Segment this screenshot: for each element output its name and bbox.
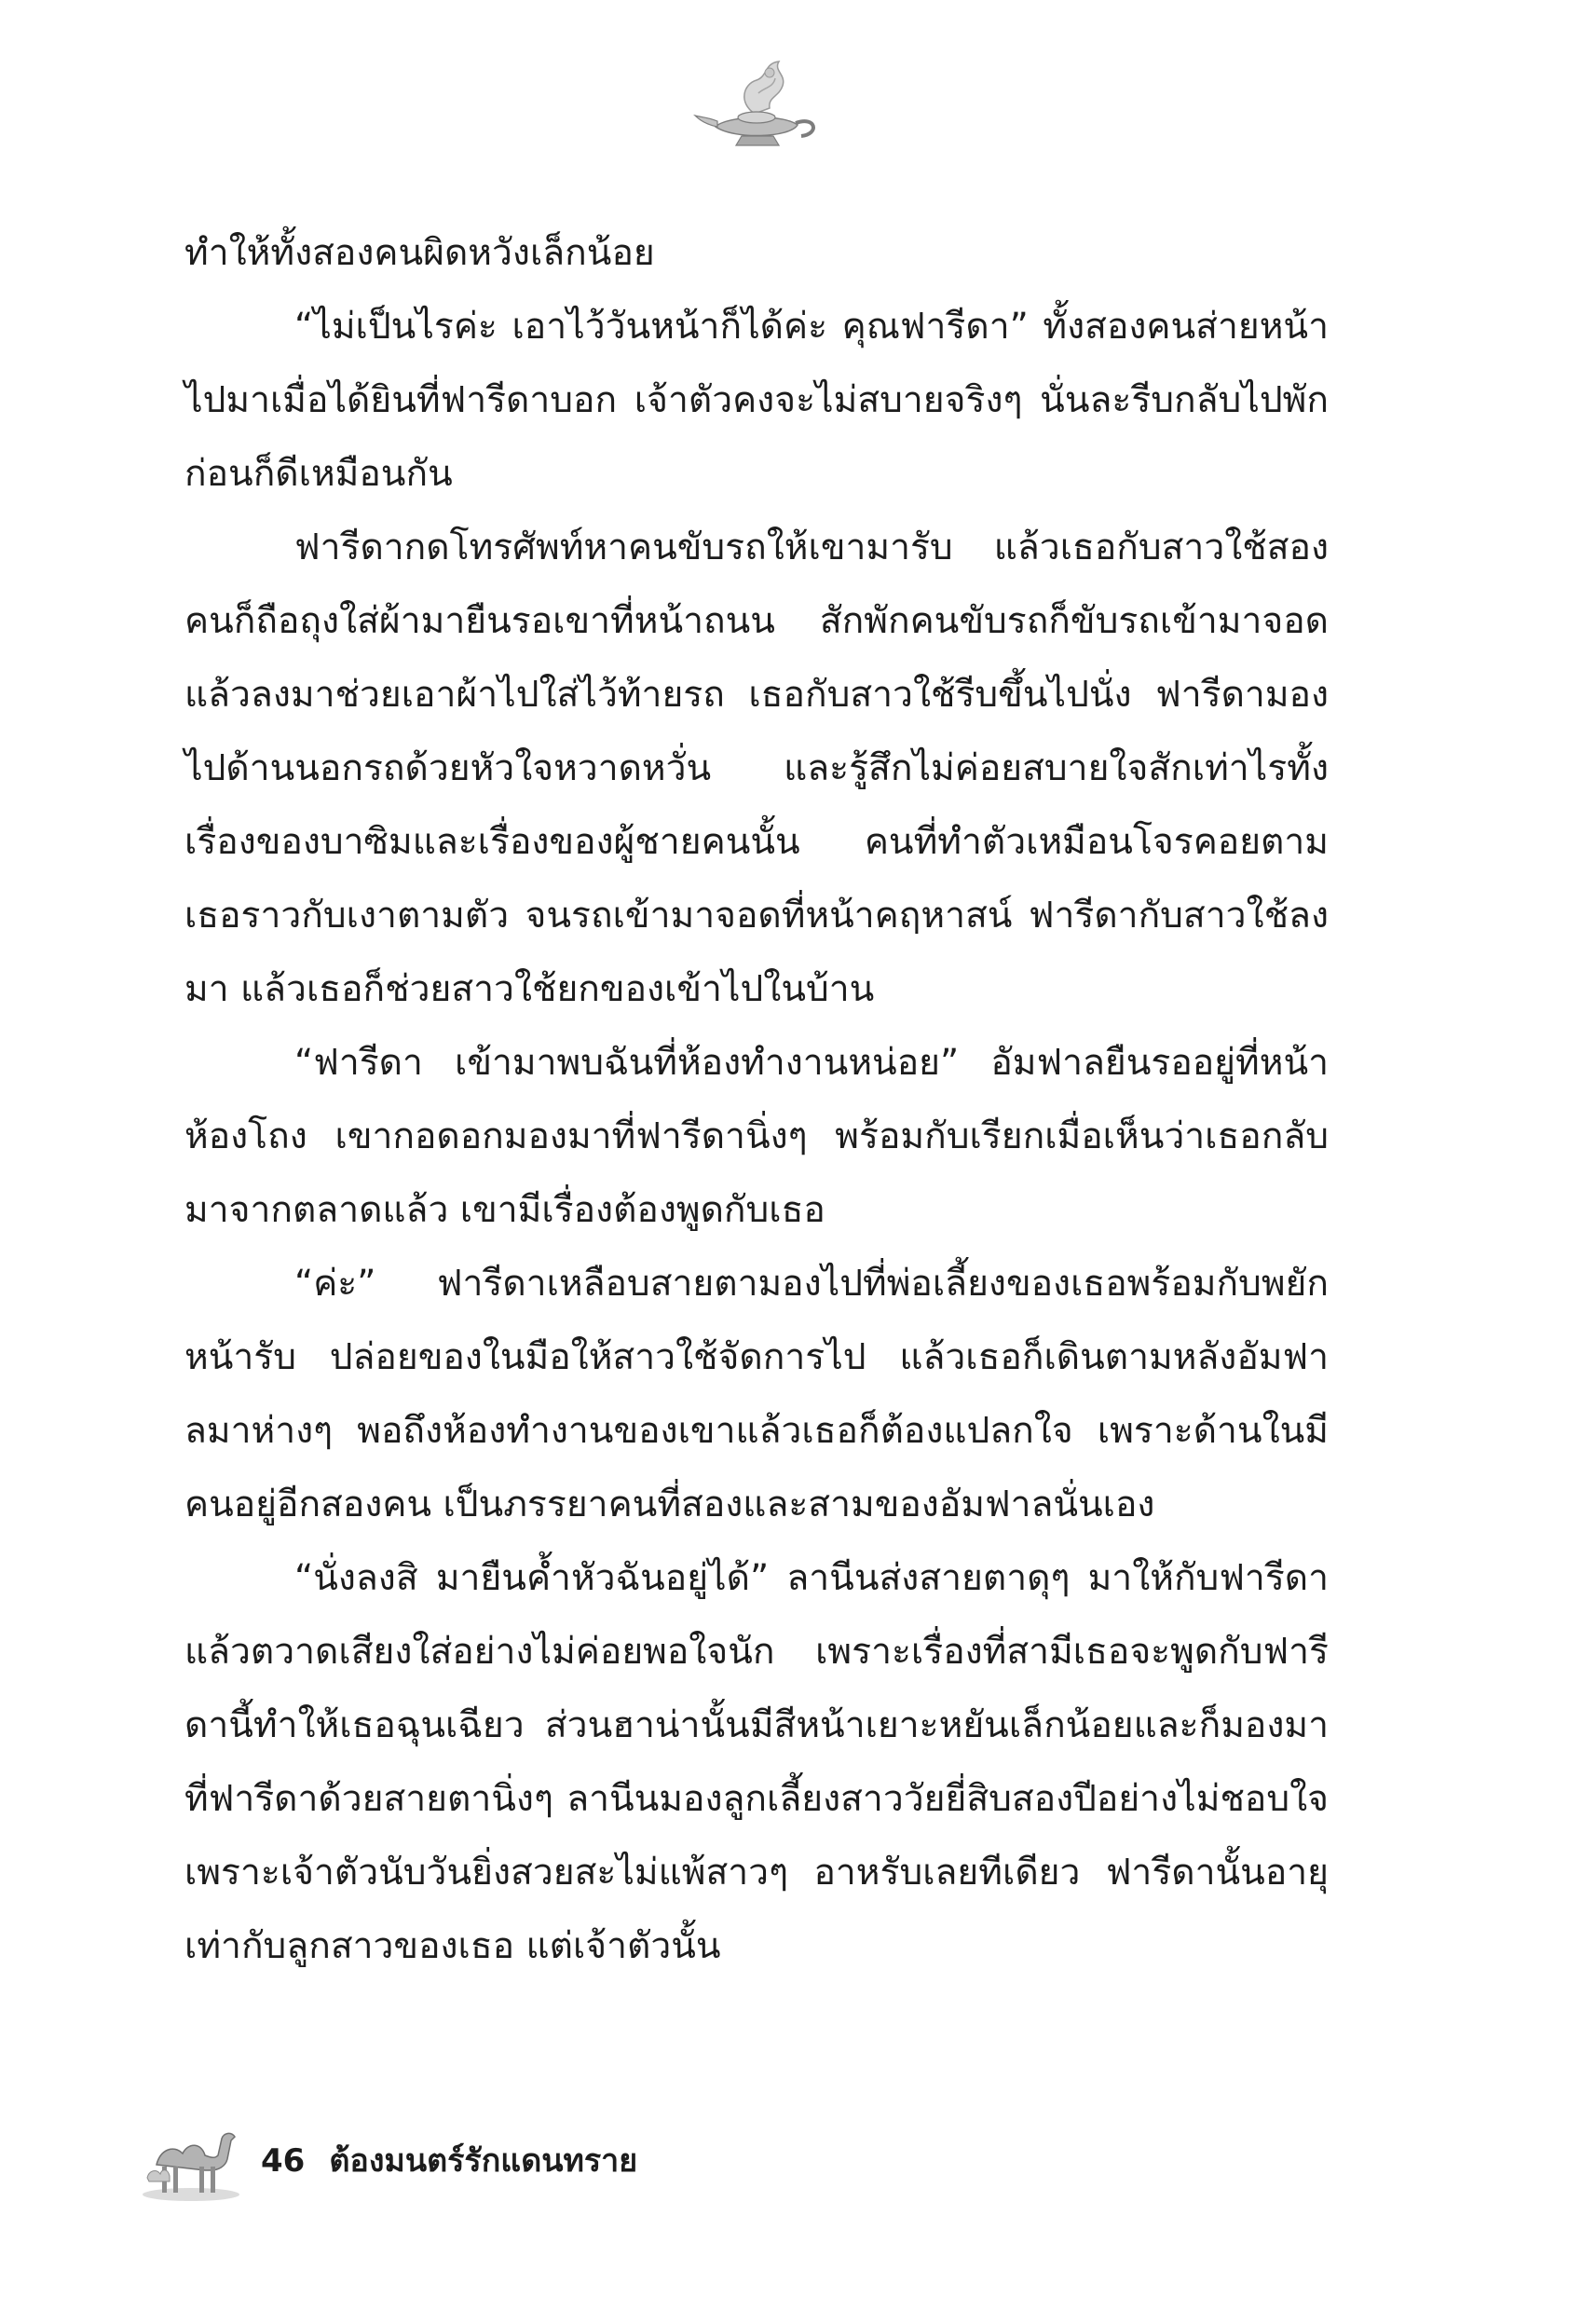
genie-lamp-icon [689,56,829,158]
book-title: ต้องมนตร์รักแดนทราย [329,2142,638,2180]
camel-icon [140,2111,242,2204]
paragraph: ทำให้ทั้งสองคนผิดหวังเล็กน้อย [184,232,655,274]
paragraph: “ไม่เป็นไรค่ะ เอาไว้วันหน้าก็ได้ค่ะ คุณฟารีดา” ทั้งสองคนส่ายหน้าไปมาเมื่อได้ยินที่ฟารีดาบอก เจ้าตัวคงจะไม่สบายจริงๆ นั่นละรีบกลับไปพักก่อนก็ดีเหมือนกัน [184,306,1329,495]
page-footer [140,2111,792,2213]
paragraph: “นั่งลงสิ มายืนค้ำหัวฉันอยู่ได้” ลานีนส่งสายตาดุๆ มาให้กับฟารีดาแล้วตวาดเสียงใส่อย่างไม่ค่อยพอใจนัก เพราะเรื่องที่สามีเธอจะพูดกับฟารีดานี้ทำให้เธอฉุนเฉียว ส่วนฮาน่านั้นมีสีหน้าเยาะหยันเล็กน้อยและก็มองมาที่ฟารีดาด้วยสายตานิ่งๆ ลานีนมองลูกเลี้ยงสาววัยยี่สิบสองปีอย่างไม่ชอบใจ เพราะเจ้าตัวนับวันยิ่งสวยสะไม่แพ้สาวๆ อาหรับเลยทีเดียว ฟารีดานั้นอายุเท่ากับลูกสาวของเธอ แต่เจ้าตัวนั้น [184,1557,1329,1967]
page-number: 46 [261,2142,306,2180]
paragraph: “ค่ะ” ฟารีดาเหลือบสายตามองไปที่พ่อเลี้ยงของเธอพร้อมกับพยักหน้ารับ ปล่อยของในมือให้สาวใช้จัดการไป แล้วเธอก็เดินตามหลังอัมฟาลมาห่างๆ พอถึงห้องทำงานของเขาแล้วเธอก็ต้องแปลกใจ เพราะด้านในมีคนอยู่อีกสองคน เป็นภรรยาคนที่สองและสามของอัมฟาลนั่นเอง [184,1263,1329,1525]
body-text [184,216,1329,1983]
paragraph: ฟารีดากดโทรศัพท์หาคนขับรถให้เขามารับ แล้วเธอกับสาวใช้สองคนก็ถือถุงใส่ผ้ามายืนรอเขาที่หน้าถนน สักพักคนขับรถก็ขับรถเข้ามาจอด แล้วลงมาช่วยเอาผ้าไปใส่ไว้ท้ายรถ เธอกับสาวใช้รีบขึ้นไปนั่ง ฟารีดามองไปด้านนอกรถด้วยหัวใจหวาดหวั่น และรู้สึกไม่ค่อยสบายใจสักเท่าไรทั้งเรื่องของบาซิมและเรื่องของผู้ชายคนนั้น คนที่ทำตัวเหมือนโจรคอยตามเธอราวกับเงาตามตัว จนรถเข้ามาจอดที่หน้าคฤหาสน์ ฟารีดากับสาวใช้ลงมา แล้วเธอก็ช่วยสาวใช้ยกของเข้าไปในบ้าน [184,526,1329,1010]
paragraph: “ฟารีดา เข้ามาพบฉันที่ห้องทำงานหน่อย” อัมฟาลยืนรออยู่ที่หน้าห้องโถง เขากอดอกมองมาที่ฟารีดานิ่งๆ พร้อมกับเรียกเมื่อเห็นว่าเธอกลับมาจากตลาดแล้ว เขามีเรื่องต้องพูดกับเธอ [184,1042,1329,1231]
footer-text [261,2135,637,2185]
